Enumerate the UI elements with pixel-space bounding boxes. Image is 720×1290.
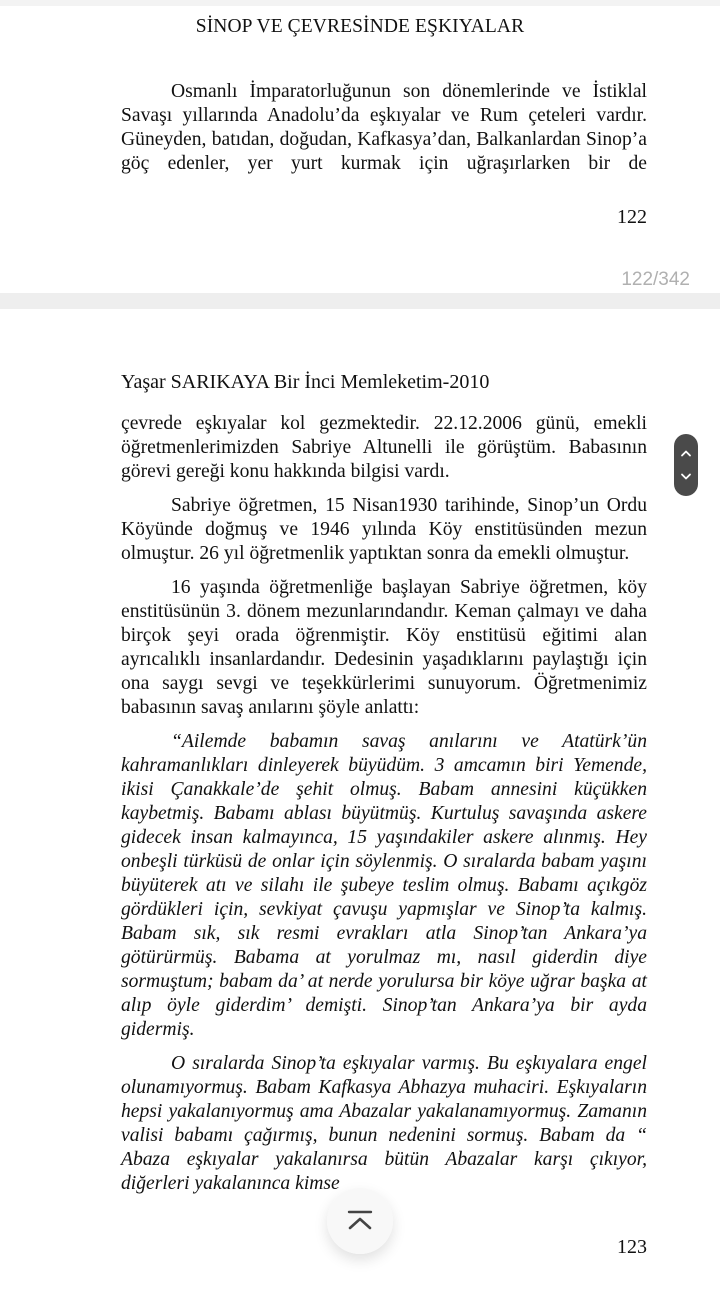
chevron-up-icon[interactable] xyxy=(674,441,698,465)
page-number: 123 xyxy=(617,1236,647,1258)
page-separator xyxy=(0,293,720,309)
pdf-page-122 xyxy=(0,6,720,293)
page-number: 122 xyxy=(617,206,647,228)
scroll-to-top-button[interactable] xyxy=(327,1188,393,1254)
paragraph: çevrede eşkıyalar kol gezmektedir. 22.12.2006 günü, emekli öğretmenlerimizden Sabriye Altunelli ile görüştüm. Babasının görevi gereği konu hakkında bilgisi vardı. xyxy=(121,413,647,482)
paragraph: 16 yaşında öğretmenliğe başlayan Sabriye öğretmen, köy enstitüsünün 3. dönem mezunlarındandır. Keman çalmayı ve daha birçok şeyi orada öğrenmiştir. Köy enstitüsü eğitimi alan ayrıcalıklı insanlardandır. Dedesinin yaşadıklarını paylaştığı için ona saygı sevgi ve teşekkürlerimi sunuyorum. Öğretmenimiz babasının savaş anılarını şöyle anlattı: xyxy=(121,577,647,718)
quote-paragraph: O sıralarda Sinop’ta eşkıyalar varmış. Bu eşkıyalara engel olunamıyormuş. Babam Kafkasya Abhazya muhaciri. Eşkıyaların hepsi yakalanıyormuş ama Abazalar yakalanamıyormuş. Zamanın valisi babamı çağırmış, bunun nedenini sormuş. Babam da “ Abaza eşkıyalar yakalanırsa bütün Abazalar karşı çıkıyor, diğerleri yakalanınca kimse xyxy=(121,1053,647,1194)
paragraph: Osmanlı İmparatorluğunun son dönemlerinde ve İstiklal Savaşı yıllarında Anadolu’da eşkıyalar ve Rum çeteleri vardır. Güneyden, batıdan, doğudan, Kafkasya’dan, Balkanlardan Sinop’a göç edenler, yer yurt kurmak için uğraşırlarken bir de xyxy=(121,81,647,174)
quote-paragraph: “Ailemde babamın savaş anılarını ve Atatürk’ün kahramanlıkları dinleyerek büyüdüm. 3 amcamın biri Yemende, ikisi Çanakkale’de şehit olmuş. Babam annesini küçükken kaybetmiş. Babamı ablası büyütmüş. Kurtuluş savaşında askere gidecek insan kalmayınca, 15 yaşındakiler askere alınmış. Hey onbeşli türküsü de onlar için söylenmiş. O sıralarda babam yaşını büyüterek atı ve silahı ile şubeye teslim olmuş. Babamı açıkgöz gördükleri için, sevkiyat çavuşu yapmışlar ve Sinop’ta kalmış. Babam sık, sık resmi evrakları atla Sinop’tan Ankara’ya götürürmüş. Babama at yorulmaz mı, nasıl giderdin diye sormuştum; babam da’ at nerde yorulursa bir köye uğrar başka at alıp öyle giderdim’ demişti. Sinop’tan Ankara’ya bir ayda gidermiş. xyxy=(121,731,647,1040)
paragraph: Sabriye öğretmen, 15 Nisan1930 tarihinde, Sinop’un Ordu Köyünde doğmuş ve 1946 yılında Köy enstitüsünden mezun olmuştur. 26 yıl öğretmenlik yaptıktan sonra da emekli olmuştur. xyxy=(121,495,647,564)
chevron-down-icon[interactable] xyxy=(674,465,698,489)
page-counter: 122/342 xyxy=(621,269,690,290)
running-head: SİNOP VE ÇEVRESİNDE EŞKIYALAR xyxy=(195,16,525,37)
page-body xyxy=(121,412,647,1206)
scroll-to-top-icon xyxy=(345,1209,375,1233)
pdf-page-123 xyxy=(0,309,720,1290)
page-body xyxy=(121,80,647,176)
page-scroll-nav[interactable] xyxy=(674,434,698,496)
running-head: Yaşar SARIKAYA Bir İnci Memleketim-2010 xyxy=(121,371,490,393)
